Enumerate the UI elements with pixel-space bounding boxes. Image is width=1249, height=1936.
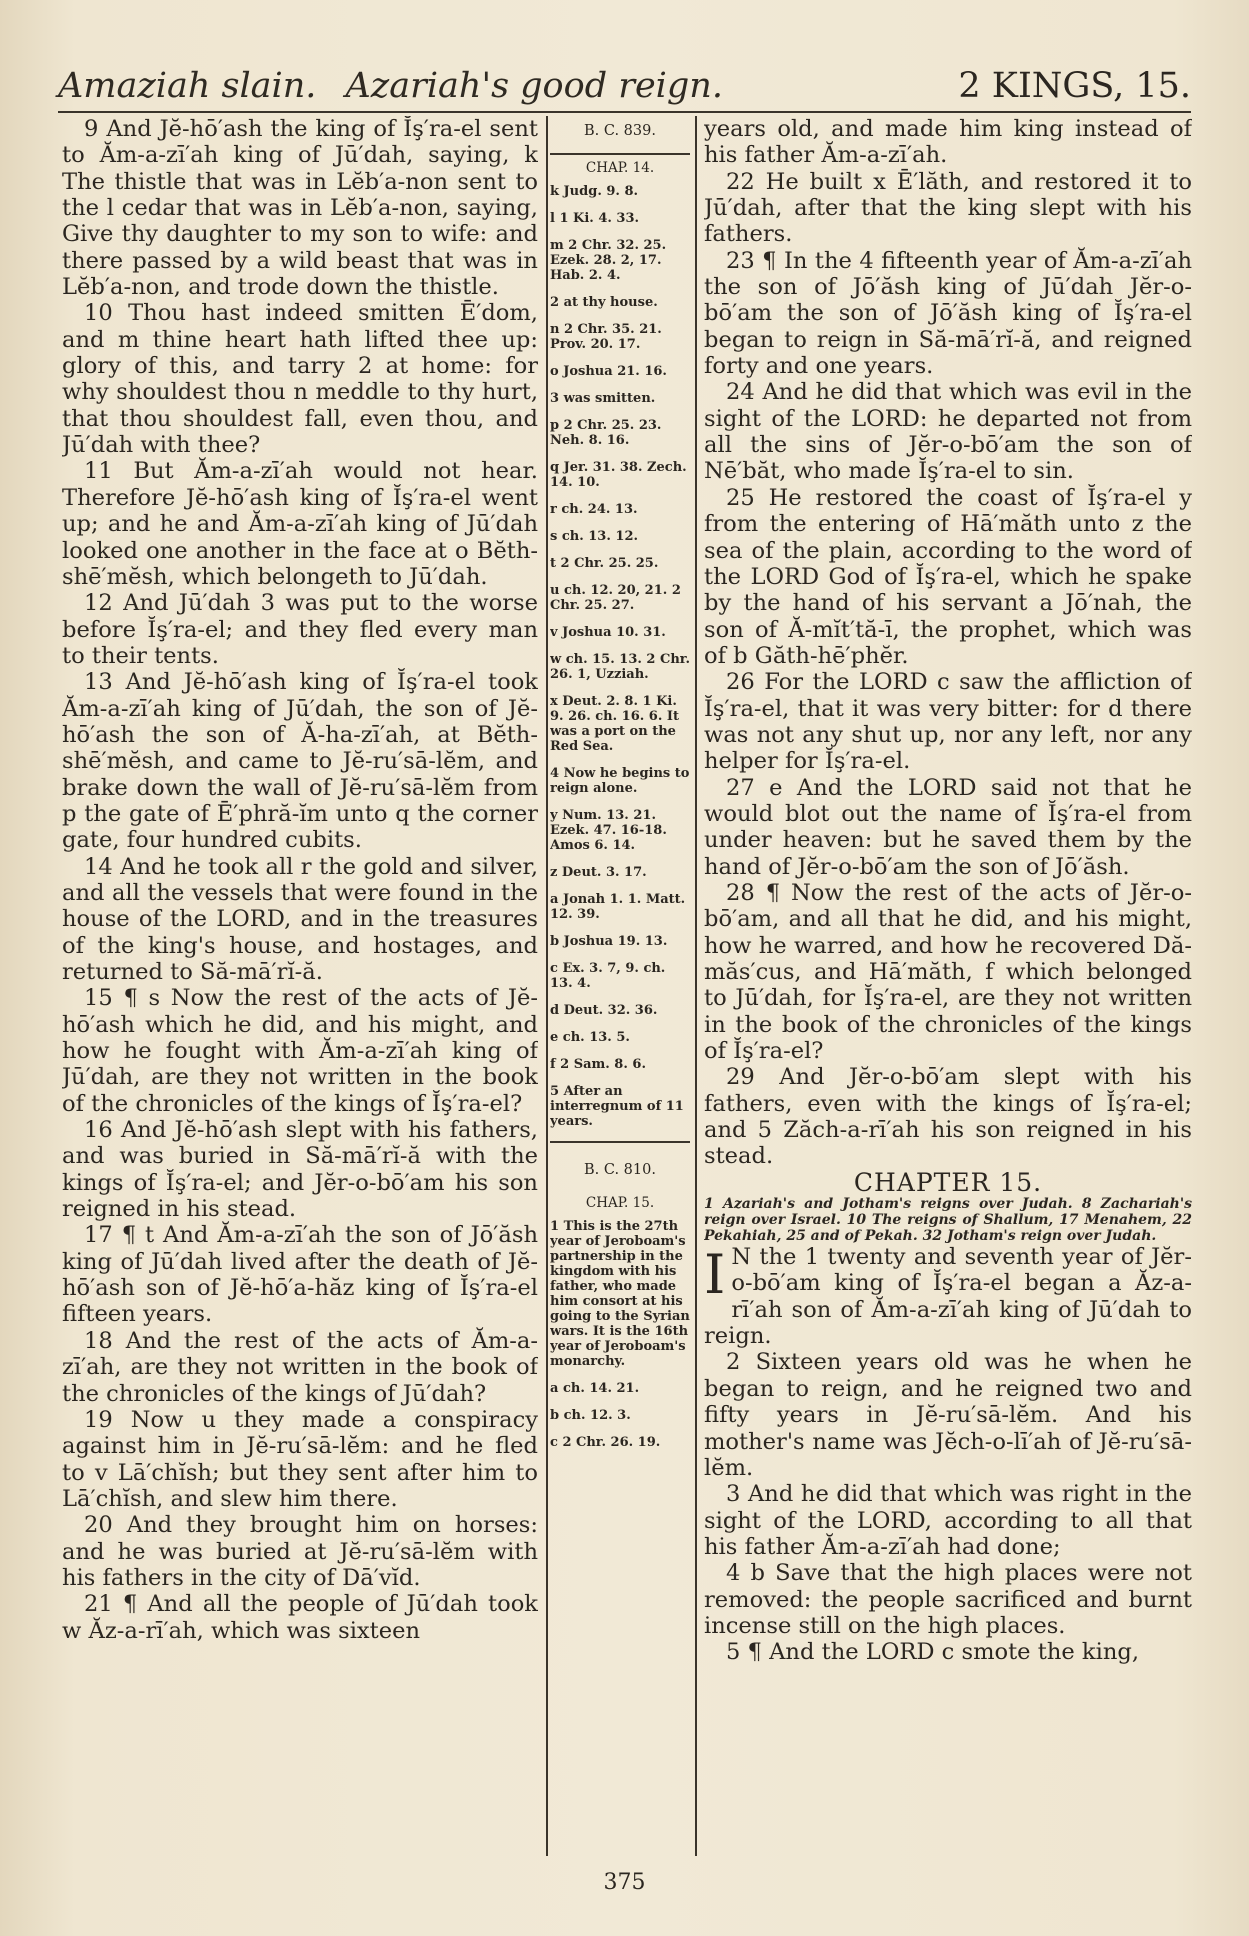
cross-reference: b ch. 12. 3. (550, 1408, 631, 1423)
cross-reference: x Deut. 2. 8. 1 Ki. 9. 26. ch. 16. 6. It was a port on the Red Sea. (550, 694, 679, 754)
cross-reference: b Joshua 19. 13. (550, 934, 668, 949)
verse (704, 1244, 1192, 1349)
cross-reference: a ch. 14. 21. (550, 1381, 640, 1396)
verse: 17 ¶ t And Ăm-a-zī′ah the son of Jō′ăsh king of Jū′dah lived after the death of Jĕ-hō′ash son of Jĕ-hō′a-hăz king of Ĭş′ra-el fifteen years. (62, 1222, 538, 1328)
cross-reference: 1 This is the 27th year of Jeroboam's partnership in the kingdom with his father, who made him consort at his going to the Syrian wars. It is the 16th year of Jeroboam's monarchy. (550, 1219, 690, 1369)
verse: 18 And the rest of the acts of Ăm-a-zī′ah, are they not written in the book of the chronicles of the kings of Jū′dah? (62, 1327, 538, 1407)
verse: years old, and made him king instead of his father Ăm-a-zī′ah. (704, 116, 1192, 169)
verse: 4 b Save that the high places were not removed: the people sacrificed and burnt incense still on the high places. (704, 1560, 1192, 1639)
cross-reference: n 2 Chr. 35. 21. Prov. 20. 17. (550, 322, 662, 352)
date-marker: B. C. 810. (584, 1162, 656, 1178)
reference-rule (550, 153, 690, 155)
verse: 23 ¶ In the 4 fifteenth year of Ăm-a-zī′ah the son of Jō′ăsh king of Jū′dah Jĕr-o-bō′am the son of Jō′ăsh king of Ĭş′ra-el began to reign in Să-mā′rĭ-ă, and reigned forty and one years. (704, 247, 1192, 380)
header-rule (58, 111, 1191, 113)
cross-reference: c Ex. 3. 7, 9. ch. 13. 4. (550, 961, 666, 991)
running-header (58, 66, 1191, 110)
cross-reference: e ch. 13. 5. (550, 1030, 630, 1045)
cross-reference: t 2 Chr. 25. 25. (550, 556, 659, 571)
cross-reference: f 2 Sam. 8. 6. (550, 1057, 646, 1072)
page-number: 375 (603, 1870, 646, 1895)
cross-reference: u ch. 12. 20, 21. 2 Chr. 25. 27. (550, 583, 681, 613)
column-divider-right (695, 116, 697, 1856)
date-marker: B. C. 839. (584, 123, 656, 139)
column-divider-left (546, 116, 548, 1856)
text-column-right (704, 116, 1192, 1860)
running-head-right: 2 KINGS, 15. (958, 66, 1191, 106)
marginal-references (550, 118, 690, 1858)
verse: 15 ¶ s Now the rest of the acts of Jĕ-hō′ash which he did, and his might, and how he fought with Ăm-a-zī′ah king of Jū′dah, are they not written in the book of the chronicles of the kings of Ĭş′ra-el? (62, 985, 538, 1117)
verse: 24 And he did that which was evil in the sight of the LORD: he departed not from all the sins of Jĕr-o-bō′am the son of Nē′băt, who made Ĭş′ra-el to sin. (704, 379, 1192, 485)
verse: 21 ¶ And all the people of Jū′dah took w Ăz-a-rī′ah, which was sixteen (62, 1591, 538, 1644)
cross-reference: c 2 Chr. 26. 19. (550, 1435, 661, 1450)
verse: 14 And he took all r the gold and silver, and all the vessels that were found in the house of the LORD, and in the treasures of the king's house, and hostages, and returned to Să-mā′rĭ-ă. (62, 853, 538, 985)
verse: 11 But Ăm-a-zī′ah would not hear. Therefore Jĕ-hō′ash king of Ĭş′ra-el went up; and he and Ăm-a-zī′ah king of Jū′dah looked one another in the face at o Bĕth-shē′mĕsh, which belongeth to Jū′dah. (62, 458, 538, 590)
cross-reference: 2 at thy house. (550, 295, 658, 310)
verse: 3 And he did that which was right in the sight of the LORD, according to all that his father Ăm-a-zī′ah had done; (704, 1481, 1192, 1560)
verse: 27 e And the LORD said not that he would blot out the name of Ĭş′ra-el from under heaven: but he saved them by the hand of Jĕr-o-bō′am the son of Jō′ăsh. (704, 774, 1192, 880)
head-topic-1: Amaziah slain. (58, 66, 317, 106)
verse: 10 Thou hast indeed smitten Ē′dom, and m thine heart hath lifted thee up: glory of this, and tarry 2 at home: for why shouldest thou n meddle to thy hurt, that thou shouldest fall, even thou, and Jū′dah with thee? (62, 300, 538, 459)
verse: 26 For the LORD c saw the affliction of Ĭş′ra-el, that it was very bitter: for d there was not any shut up, nor any left, nor any helper for Ĭş′ra-el. (704, 669, 1192, 775)
cross-reference: p 2 Chr. 25. 23. Neh. 8. 16. (550, 418, 662, 448)
cross-reference: m 2 Chr. 32. 25. Ezek. 28. 2, 17. Hab. 2. 4. (550, 238, 667, 283)
chapter-summary: 1 Azariah's and Jotham's reigns over Judah. 8 Zachariah's reign over Israel. 10 The reigns of Shallum, 17 Menahem, 22 Pekahiah, 25 and of Pekah. 32 Jotham's reign over Judah. (704, 1196, 1192, 1245)
text-column-left (62, 116, 538, 1860)
verse: 16 And Jĕ-hō′ash slept with his fathers, and was buried in Să-mā′rĭ-ă with the kings of Ĭş′ra-el; and Jĕr-o-bō′am his son reigned in his stead. (62, 1117, 538, 1223)
verse: 2 Sixteen years old was he when he began to reign, and he reigned two and fifty years in Jĕ-ru′sā-lĕm. And his mother's name was Jĕch-o-lī′ah of Jĕ-ru′sā-lĕm. (704, 1349, 1192, 1481)
chapter-marker: CHAP. 15. (585, 1195, 655, 1211)
cross-reference: l 1 Ki. 4. 33. (550, 211, 640, 226)
cross-reference: 4 Now he begins to reign alone. (550, 766, 690, 796)
verse: 19 Now u they made a conspiracy against him in Jĕ-ru′sā-lĕm: and he fled to v Lā′chĭsh; but they sent after him to Lā′chĭsh, and slew him there. (62, 1406, 538, 1512)
reference-rule (550, 1141, 690, 1143)
verse: 28 ¶ Now the rest of the acts of Jĕr-o-bō′am, and all that he did, and his might, how he warred, and how he recovered Dă-măs′cus, and Hā′măth, f which belonged to Jū′dah, for Ĭş′ra-el, are they not written in the book of the chronicles of the kings of Ĭş′ra-el? (704, 879, 1192, 1065)
cross-reference: k Judg. 9. 8. (550, 184, 639, 199)
verse: 20 And they brought him on horses: and he was buried at Jĕ-ru′sā-lĕm with his fathers in the city of Dā′vĭd. (62, 1512, 538, 1591)
verse: 22 He built x Ē′lăth, and restored it to Jū′dah, after that the king slept with his fathers. (704, 168, 1192, 248)
cross-reference: v Joshua 10. 31. (550, 625, 666, 640)
verse: 29 And Jĕr-o-bō′am slept with his fathers, even with the kings of Ĭş′ra-el; and 5 Zăch-a-rī′ah his son reigned in his stead. (704, 1064, 1192, 1170)
chapter-heading: CHAPTER 15. (853, 1167, 1043, 1197)
head-topic-2: Azariah's good reign. (345, 66, 723, 106)
cross-reference: 5 After an interregnum of 11 years. (550, 1084, 684, 1129)
cross-reference: r ch. 24. 13. (550, 502, 638, 517)
cross-reference: q Jer. 31. 38. Zech. 14. 10. (550, 460, 687, 490)
cross-reference: y Num. 13. 21. Ezek. 47. 16-18. Amos 6. 14. (550, 808, 667, 853)
cross-reference: s ch. 13. 12. (550, 529, 639, 544)
verse: 12 And Jū′dah 3 was put to the worse before Ĭş′ra-el; and they fled every man to their tents. (62, 590, 538, 669)
cross-reference: d Deut. 32. 36. (550, 1003, 658, 1018)
cross-reference: o Joshua 21. 16. (550, 364, 667, 379)
cross-reference: z Deut. 3. 17. (550, 865, 647, 880)
cross-reference: a Jonah 1. 1. Matt. 12. 39. (550, 892, 686, 922)
verse: 25 He restored the coast of Ĭş′ra-el y from the entering of Hā′măth unto z the sea of the plain, according to the word of the LORD God of Ĭş′ra-el, which he spake by the hand of his servant a Jō′nah, the son of Ă-mĭt′tă-ī, the prophet, which was of b Găth-hē′phĕr. (704, 484, 1192, 669)
cross-reference: w ch. 15. 13. 2 Chr. 26. 1, Uzziah. (550, 652, 690, 682)
drop-cap: I (704, 1243, 726, 1307)
cross-reference: 3 was smitten. (550, 391, 656, 406)
verse: 13 And Jĕ-hō′ash king of Ĭş′ra-el took Ăm-a-zī′ah king of Jū′dah, the son of Jĕ-hō′ash the son of Ă-ha-zī′ah, at Bĕth-shē′mĕsh, and came to Jĕ-ru′sā-lĕm, and brake down the wall of Jĕ-ru′sā-lĕm from p the gate of Ē′phră-ĭm unto q the corner gate, four hundred cubits. (62, 669, 538, 854)
verse: 5 ¶ And the LORD c smote the king, (726, 1639, 1140, 1666)
chapter-marker: CHAP. 14. (585, 160, 655, 176)
verse: 9 And Jĕ-hō′ash the king of Ĭş′ra-el sent to Ăm-a-zī′ah king of Jū′dah, saying, k The thistle that was in Lĕb′a-non sent to the l cedar that was in Lĕb′a-non, saying, Give thy daughter to my son to wife: and there passed by a wild beast that was in Lĕb′a-non, and trode down the thistle. (62, 116, 538, 301)
verse-text: N the 1 twenty and seventh year of Jĕr-o-bō′am king of Ĭş′ra-el began a Ăz-a-rī′ah son of Ăm-a-zī′ah king of Jū′dah to reign. (704, 1244, 1192, 1350)
running-head-left (58, 66, 741, 106)
